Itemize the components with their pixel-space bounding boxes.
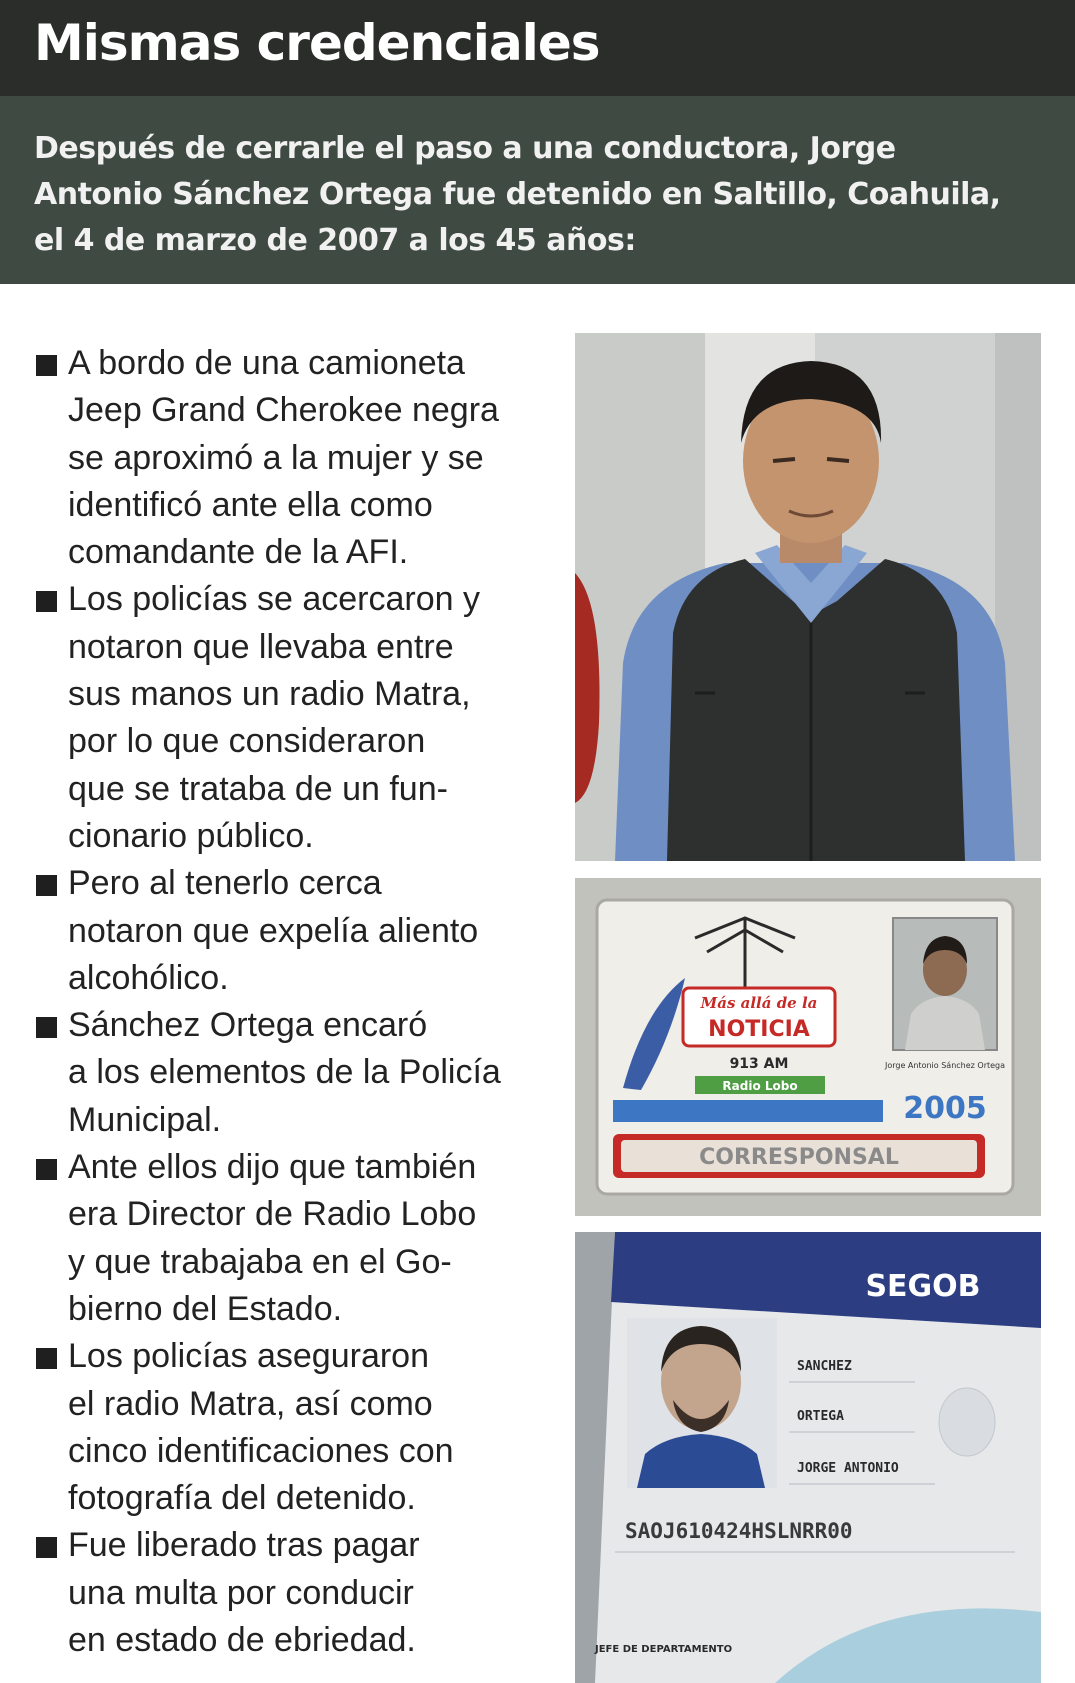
bullet-item: [36, 1144, 576, 1333]
bullet-square-icon: [36, 1017, 57, 1038]
bullet-item: [36, 340, 576, 576]
bullet-item: [36, 1002, 576, 1144]
bullet-line: Fue liberado tras pagar: [68, 1526, 420, 1565]
press-card-photo: [575, 878, 1041, 1216]
segob-surname1: SANCHEZ: [797, 1359, 852, 1374]
headline: Mismas credenciales: [34, 14, 600, 72]
segob-id-photo: [575, 1232, 1041, 1683]
segob-given: JORGE ANTONIO: [797, 1461, 899, 1476]
bullet-line: bierno del Estado.: [68, 1289, 343, 1328]
bullet-item: [36, 1333, 576, 1522]
press-card-freq: 913 AM: [729, 1056, 789, 1072]
bullet-line: notaron que expelía aliento: [68, 911, 479, 950]
bullet-item: [36, 1522, 576, 1664]
bullet-list: [36, 340, 576, 1664]
bullet-item: [36, 576, 576, 860]
bullet-line: identificó ante ella como: [68, 485, 433, 524]
bullet-square-icon: [36, 355, 57, 376]
bullet-line: Los policías aseguraron: [68, 1337, 430, 1376]
bullet-square-icon: [36, 875, 57, 896]
press-card-station: Radio Lobo: [722, 1079, 798, 1093]
bullet-line: el radio Matra, así como: [68, 1384, 433, 1423]
bullet-line: en estado de ebriedad.: [68, 1621, 416, 1660]
press-card-noticia: NOTICIA: [708, 1017, 810, 1042]
press-card-year: 2005: [903, 1091, 987, 1126]
press-card-slogan: Más allá de la: [700, 994, 818, 1012]
bullet-line: alcohólico.: [68, 958, 229, 997]
bullet-line: Pero al tenerlo cerca: [68, 864, 382, 903]
press-card-role: CORRESPONSAL: [699, 1145, 899, 1170]
bullet-line: Los policías se acercaron y: [68, 580, 480, 619]
bullet-line: por lo que consideraron: [68, 722, 426, 761]
segob-surname2: ORTEGA: [797, 1409, 844, 1424]
subtitle: [34, 126, 1044, 264]
bullet-line: Jeep Grand Cherokee negra: [68, 391, 499, 430]
segob-curp: SAOJ610424HSLNRR00: [625, 1519, 853, 1543]
press-card-holder: Jorge Antonio Sánchez Ortega: [884, 1061, 1006, 1070]
bullet-square-icon: [36, 591, 57, 612]
segob-position: JEFE DE DEPARTAMENTO: [595, 1644, 733, 1655]
bullet-square-icon: [36, 1537, 57, 1558]
bullet-line: A bordo de una camioneta: [68, 344, 465, 382]
press-card-illustration: [575, 878, 1041, 1216]
bullet-line: comandante de la AFI.: [68, 533, 409, 572]
segob-id-illustration: [575, 1232, 1041, 1683]
bullet-line: se aproximó a la mujer y se: [68, 438, 484, 477]
bullet-line: Sánchez Ortega encaró: [68, 1006, 428, 1045]
bullet-line: una multa por conducir: [68, 1573, 414, 1612]
bullet-line: fotografía del detenido.: [68, 1479, 416, 1518]
bullet-line: cionario público.: [68, 816, 314, 855]
subtitle-line: el 4 de marzo de 2007 a los 45 años:: [34, 223, 636, 258]
bullet-line: y que trabajaba en el Go-: [68, 1242, 452, 1281]
bullet-square-icon: [36, 1348, 57, 1369]
subtitle-line: Después de cerrarle el paso a una conductora, Jorge: [34, 131, 896, 166]
bullet-line: a los elementos de la Policía: [68, 1053, 501, 1092]
bullet-line: cinco identificaciones con: [68, 1431, 454, 1470]
portrait-illustration: [575, 333, 1041, 861]
subtitle-line: Antonio Sánchez Ortega fue detenido en Saltillo, Coahuila,: [34, 177, 1001, 212]
bullet-line: que se trataba de un fun-: [68, 769, 448, 808]
bullet-item: [36, 860, 576, 1002]
segob-brand: SEGOB: [865, 1269, 981, 1304]
portrait-photo: [575, 333, 1041, 861]
bullet-line: sus manos un radio Matra,: [68, 675, 471, 714]
bullet-square-icon: [36, 1159, 57, 1180]
bullet-line: notaron que llevaba entre: [68, 627, 454, 666]
bullet-line: era Director de Radio Lobo: [68, 1195, 477, 1234]
bullet-line: Ante ellos dijo que también: [68, 1148, 477, 1187]
bullet-line: Municipal.: [68, 1100, 222, 1139]
